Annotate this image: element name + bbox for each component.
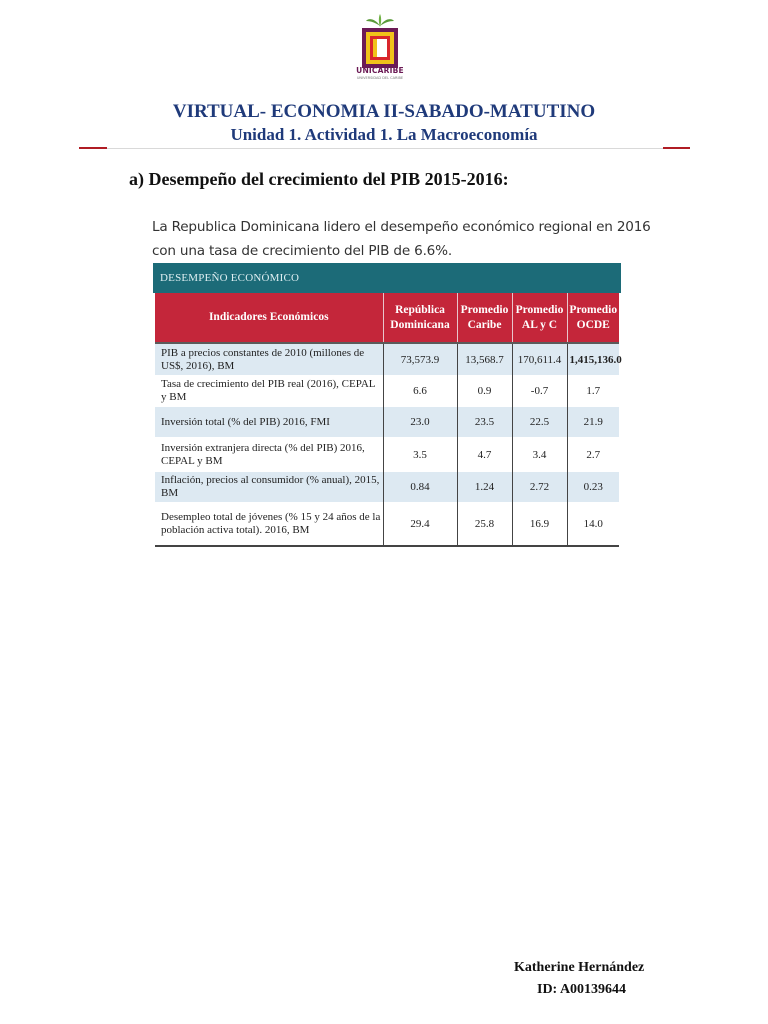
- column-header: Promedio OCDE: [567, 293, 619, 343]
- indicators-table: [155, 293, 622, 547]
- column-header: República Dominicana: [383, 293, 457, 343]
- value-cell: 2.7: [567, 437, 619, 472]
- paragraph-line-2: con una tasa de crecimiento del PIB de 6.6%.: [152, 243, 452, 259]
- value-cell: 170,611.4: [512, 343, 567, 375]
- value-cell: 13,568.7: [457, 343, 512, 375]
- page-title: VIRTUAL- ECONOMIA II-SABADO-MATUTINO: [172, 101, 596, 122]
- logo-text: UNICARIBE: [356, 66, 404, 75]
- table-header-row: [155, 293, 619, 343]
- value-cell: 73,573.9: [383, 343, 457, 375]
- value-cell: 29.4: [383, 502, 457, 546]
- logo-subtext: UNIVERSIDAD DEL CARIBE: [356, 76, 404, 80]
- indicator-cell: Tasa de crecimiento del PIB real (2016), CEPAL y BM: [155, 375, 383, 407]
- value-cell: 0.84: [383, 472, 457, 502]
- section-paragraph: [152, 215, 672, 263]
- value-cell: 22.5: [512, 407, 567, 437]
- table-row: [155, 407, 619, 437]
- value-cell: 25.8: [457, 502, 512, 546]
- value-cell: 1,415,136.0: [567, 343, 619, 375]
- value-cell: 23.0: [383, 407, 457, 437]
- value-cell: 14.0: [567, 502, 619, 546]
- value-cell: 1.7: [567, 375, 619, 407]
- header-rule-right: [663, 147, 690, 149]
- value-cell: 3.4: [512, 437, 567, 472]
- column-header: Promedio Caribe: [457, 293, 512, 343]
- value-cell: 4.7: [457, 437, 512, 472]
- value-cell: 1.24: [457, 472, 512, 502]
- student-id: ID: A00139644: [537, 982, 627, 997]
- value-cell: 23.5: [457, 407, 512, 437]
- page-subtitle: Unidad 1. Actividad 1. La Macroeconomía: [230, 125, 538, 144]
- value-cell: 0.23: [567, 472, 619, 502]
- table-row: [155, 375, 619, 407]
- economic-performance-table: [153, 263, 621, 556]
- table-row: [155, 437, 619, 472]
- value-cell: 0.9: [457, 375, 512, 407]
- header-rule: [107, 148, 663, 149]
- paragraph-line-1: La Republica Dominicana lidero el desempeño económico regional en 2016: [152, 219, 651, 235]
- indicator-cell: PIB a precios constantes de 2010 (millones de US$, 2016), BM: [155, 343, 383, 375]
- indicator-cell: Desempleo total de jóvenes (% 15 y 24 años de la población activa total). 2016, BM: [155, 502, 383, 546]
- value-cell: 6.6: [383, 375, 457, 407]
- column-header: Promedio AL y C: [512, 293, 567, 343]
- indicator-cell: Inversión total (% del PIB) 2016, FMI: [155, 407, 383, 437]
- value-cell: 2.72: [512, 472, 567, 502]
- value-cell: 21.9: [567, 407, 619, 437]
- value-cell: 3.5: [383, 437, 457, 472]
- table-row: [155, 472, 619, 502]
- value-cell: -0.7: [512, 375, 567, 407]
- section-heading: a) Desempeño del crecimiento del PIB 2015-2016:: [129, 169, 509, 189]
- author-name: Katherine Hernández: [514, 960, 645, 975]
- indicator-cell: Inflación, precios al consumidor (% anual), 2015, BM: [155, 472, 383, 502]
- table-row: [155, 343, 619, 375]
- indicator-cell: Inversión extranjera directa (% del PIB) 2016, CEPAL y BM: [155, 437, 383, 472]
- header-rule-left: [79, 147, 107, 149]
- table-panel-title: DESEMPEÑO ECONÓMICO: [153, 263, 621, 293]
- table-row: [155, 502, 619, 546]
- column-header: Indicadores Económicos: [155, 293, 383, 343]
- value-cell: 16.9: [512, 502, 567, 546]
